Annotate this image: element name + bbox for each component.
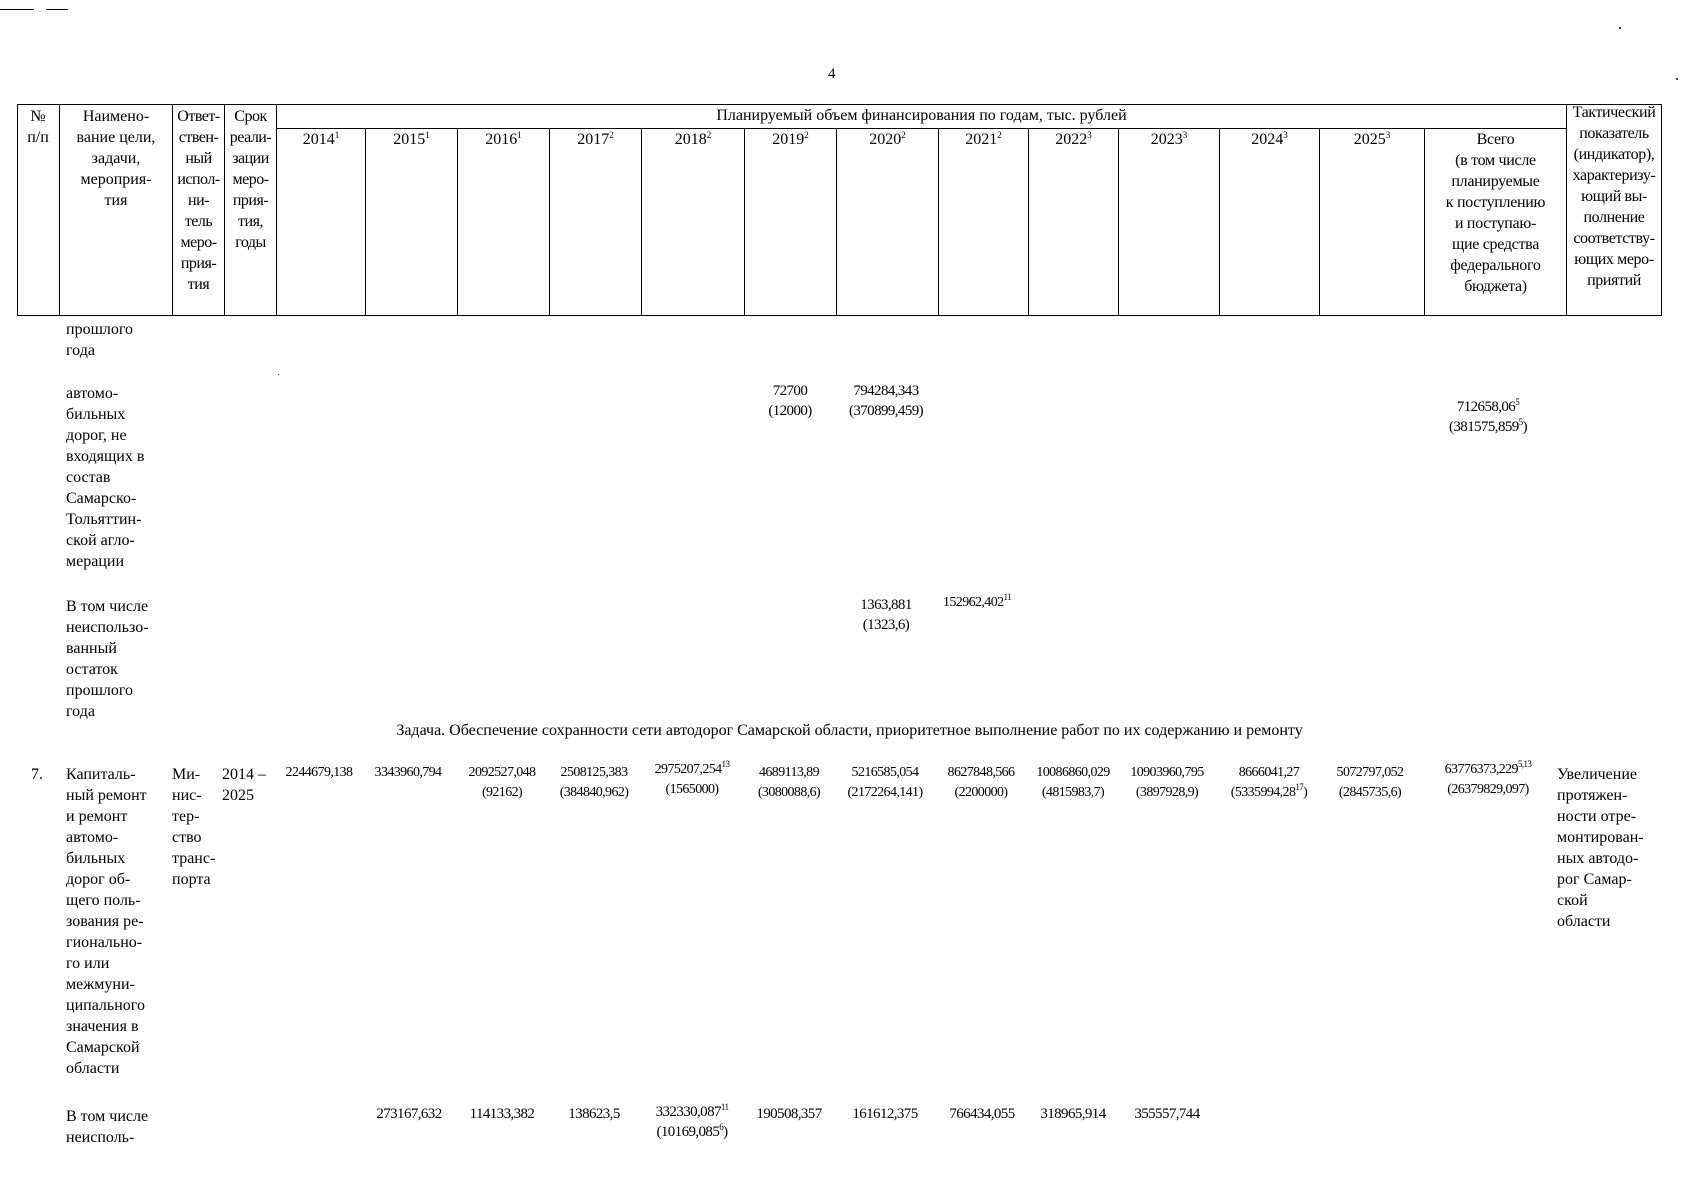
header-year-2019: 2019$^2$	[772, 130, 809, 148]
task-heading: Задача. Обеспечение сохранности сети автодорог Самарской области, приоритетное выполнение работ по их содержанию и ремонту	[396, 722, 1303, 739]
header-year-2020: 2020$^2$	[869, 130, 906, 148]
item7-name: Капиталь- ный ремонт и ремонт автомо- бильных дорог об- щего поль- зования ре- гионально- го или межмуни- ципального значения в Самарской области	[66, 766, 147, 1077]
corner-mark	[0, 9, 34, 10]
header-year-2023: 2023$^3$	[1150, 130, 1188, 148]
header-funding-title: Планируемый объем финансирования по годам, тыс. рублей	[716, 107, 1127, 124]
unused-2021-value: 152962,402$^{11}$	[943, 592, 1011, 610]
header-year-2022: 2022$^3$	[1055, 130, 1092, 148]
item7-indicator: Увеличение протяжен- ности отре- монтирован- ных автодо- рог Самар- ской области	[1557, 766, 1644, 930]
roads-total-value: 712658,06$^5$ (381575,859$^5$)	[1449, 397, 1527, 435]
table-header	[17, 104, 1662, 316]
unused2-2018-value: 332330,087$^{11}$ (10169,085$^6$)	[655, 1102, 729, 1140]
item7-2023-value: 10903960,795 (3897928,9)	[1130, 765, 1204, 800]
item7-responsible: Ми- нис- тер- ство транс- порта	[172, 766, 216, 888]
header-name: Наимено- вание цели, задачи, мероприя- тия	[76, 108, 156, 209]
header-year-2021: 2021$^2$	[965, 130, 1002, 148]
unused2-2022-value: 318965,914	[1040, 1106, 1106, 1122]
scan-speck	[1676, 78, 1678, 80]
corner-mark	[46, 9, 68, 10]
header-year-2016: 2016$^1$	[485, 130, 522, 148]
item7-2015-value: 3343960,794	[374, 765, 442, 780]
row-name-unused: В том числе неиспользо- ванный остаток прошлого года	[66, 598, 149, 720]
item7-2019-value: 4689113,89 (3080088,6)	[757, 765, 821, 800]
row-name-continuation: прошлого года	[66, 321, 134, 359]
item7-term: 2014 – 2025	[222, 766, 266, 804]
item7-2024-value: 8666041,27 (5335994,28$^{17}$)	[1230, 765, 1308, 800]
header-term: Срок реали- зации меро- прия- тия, годы	[229, 108, 272, 251]
item7-number: 7.	[31, 766, 43, 783]
item7-2016-value: 2092527,048 (92162)	[468, 765, 536, 800]
item7-2014-value: 2244679,138	[285, 765, 353, 780]
header-total: Всего (в том числе планируемые к поступлению и поступаю- щие средства федерального бюджета)	[1445, 131, 1546, 295]
item7-2017-value: 2508125,383 (384840,962)	[559, 765, 629, 800]
unused2-2016-value: 114133,382	[469, 1106, 535, 1122]
header-year-2014: 2014$^1$	[302, 130, 340, 148]
item7-2021-value: 8627848,566 (2200000)	[947, 765, 1015, 800]
roads-2020-value: 794284,343 (370899,459)	[848, 383, 924, 419]
unused-2020-value: 1363,881 (1323,6)	[860, 597, 912, 633]
unused2-2017-value: 138623,5	[568, 1106, 620, 1122]
item7-2020-value: 5216585,054 (2172264,141)	[847, 765, 923, 800]
unused2-2021-value: 766434,055	[949, 1106, 1015, 1122]
row-name-roads: автомо- бильных дорог, не входящих в состав Самарско- Тольяттин- ской агло- мерации	[66, 385, 145, 570]
header-year-2018: 2018$^2$	[674, 130, 712, 148]
header-year-2015: 2015$^1$	[393, 130, 430, 148]
item7-2025-value: 5072797,052 (2845735,6)	[1336, 765, 1404, 800]
item7-total-value: 63776373,229$^{5,13}$ (26379829,097)	[1444, 759, 1532, 797]
header-indicator: Тактический показатель (индикатор), характеризу- ющий вы- полнение соответству- ющих меро- приятий	[1572, 104, 1656, 289]
header-year-2025: 2025$^3$	[1353, 130, 1391, 148]
header-responsible: Ответ- ствен- ный испол- ни- тель меро- прия- тия	[177, 108, 220, 293]
unused2-2023-value: 355557,744	[1134, 1106, 1200, 1122]
page-number: 4	[828, 66, 836, 82]
header-number: № п/п	[27, 108, 49, 146]
scan-speck	[1619, 27, 1621, 29]
roads-2019-value: 72700 (12000)	[768, 383, 812, 419]
header-year-2017: 2017$^2$	[577, 130, 614, 148]
item7-2018-value: 2975207,254$^{13}$ (1565000)	[654, 759, 730, 797]
header-year-2024: 2024$^3$	[1251, 130, 1288, 148]
unused2-2019-value: 190508,357	[756, 1106, 822, 1122]
scan-speck	[278, 374, 279, 375]
row-name-unused-2: В том числе неисполь-	[66, 1108, 149, 1146]
item7-2022-value: 10086860,029 (4815983,7)	[1036, 765, 1110, 800]
unused2-2015-value: 273167,632	[376, 1106, 442, 1122]
unused2-2020-value: 161612,375	[852, 1106, 918, 1122]
